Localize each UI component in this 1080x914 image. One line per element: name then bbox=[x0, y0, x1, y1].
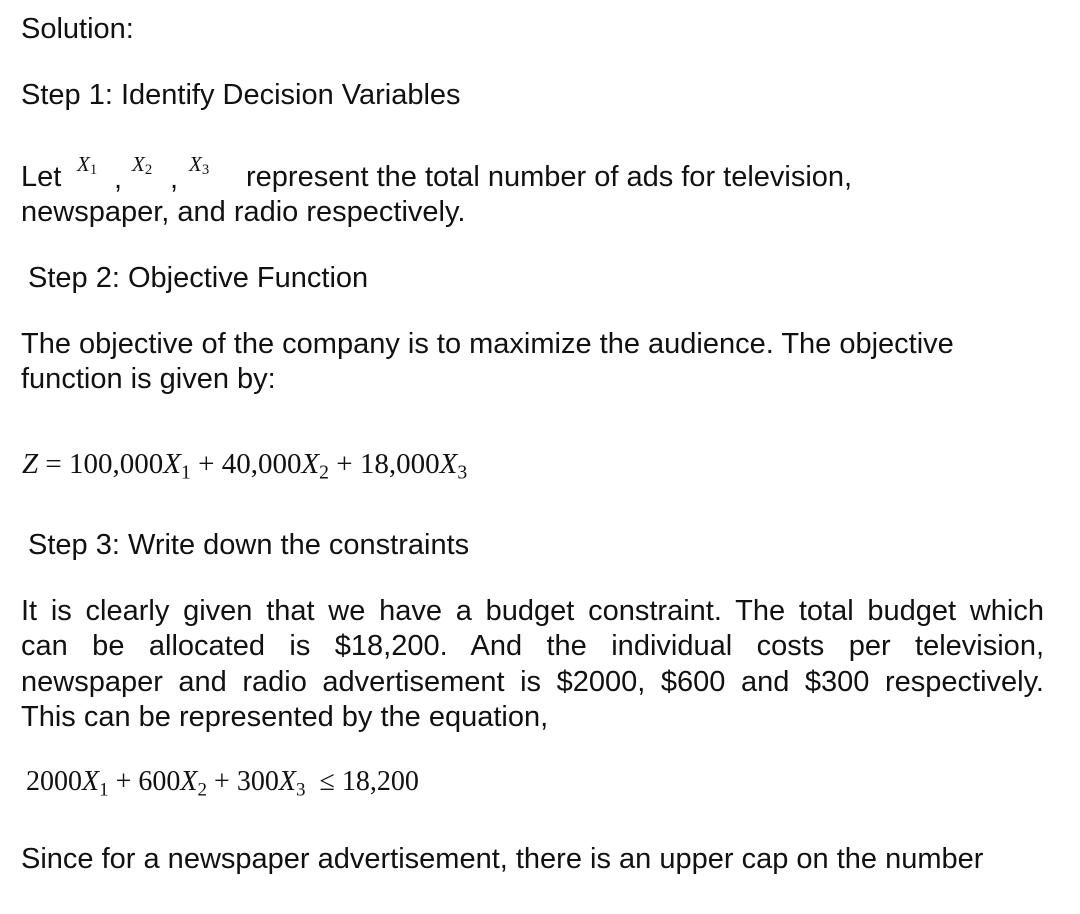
step2-title: Objective Function bbox=[127, 262, 369, 294]
step1-heading bbox=[21, 78, 461, 113]
step3-line5: Since for a newspaper advertisement, there is an upper cap on the number bbox=[21, 843, 984, 875]
step3-line4: This can be represented by the equation, bbox=[21, 701, 549, 733]
step3-heading bbox=[28, 528, 469, 563]
step3-title: Write down the constraints bbox=[127, 529, 470, 561]
step1-let: Let bbox=[21, 161, 62, 193]
variable-separator: , bbox=[170, 163, 179, 195]
step2-line2: function is given by: bbox=[21, 363, 276, 395]
step3-line1: It is clearly given that we have a budget constraint. The total budget which bbox=[21, 595, 1044, 627]
step1-label: Step 1: bbox=[21, 79, 113, 111]
step3-label: Step 3: bbox=[28, 529, 120, 561]
objective-equation: $Z = 100,000X_1 + 40,000X_2 + 18,000X_3$ bbox=[22, 448, 468, 484]
step1-line2: newspaper, and radio respectively. bbox=[21, 196, 466, 228]
variable-separator: , bbox=[114, 163, 123, 195]
step2-heading bbox=[28, 261, 368, 296]
step1-title: Identify Decision Variables bbox=[120, 79, 461, 111]
variable-x2: $X_2$ bbox=[132, 152, 153, 179]
step2-line1: The objective of the company is to maximize the audience. The objective bbox=[21, 328, 954, 360]
solution-heading: Solution: bbox=[21, 13, 134, 45]
step1-line1: represent the total number of ads for television, bbox=[246, 161, 853, 193]
step2-label: Step 2: bbox=[28, 262, 120, 294]
variable-x3: $X_3$ bbox=[189, 152, 210, 179]
variable-x1: $X_1$ bbox=[77, 152, 98, 179]
budget-constraint: $2000X_1 + 600X_2 + 300X_3 \le 18,200$ bbox=[26, 766, 419, 801]
step3-line3: newspaper and radio advertisement is $2000, $600 and $300 respectively. bbox=[21, 666, 1044, 698]
step3-line2: can be allocated is $18,200. And the individual costs per television, bbox=[21, 630, 1044, 662]
